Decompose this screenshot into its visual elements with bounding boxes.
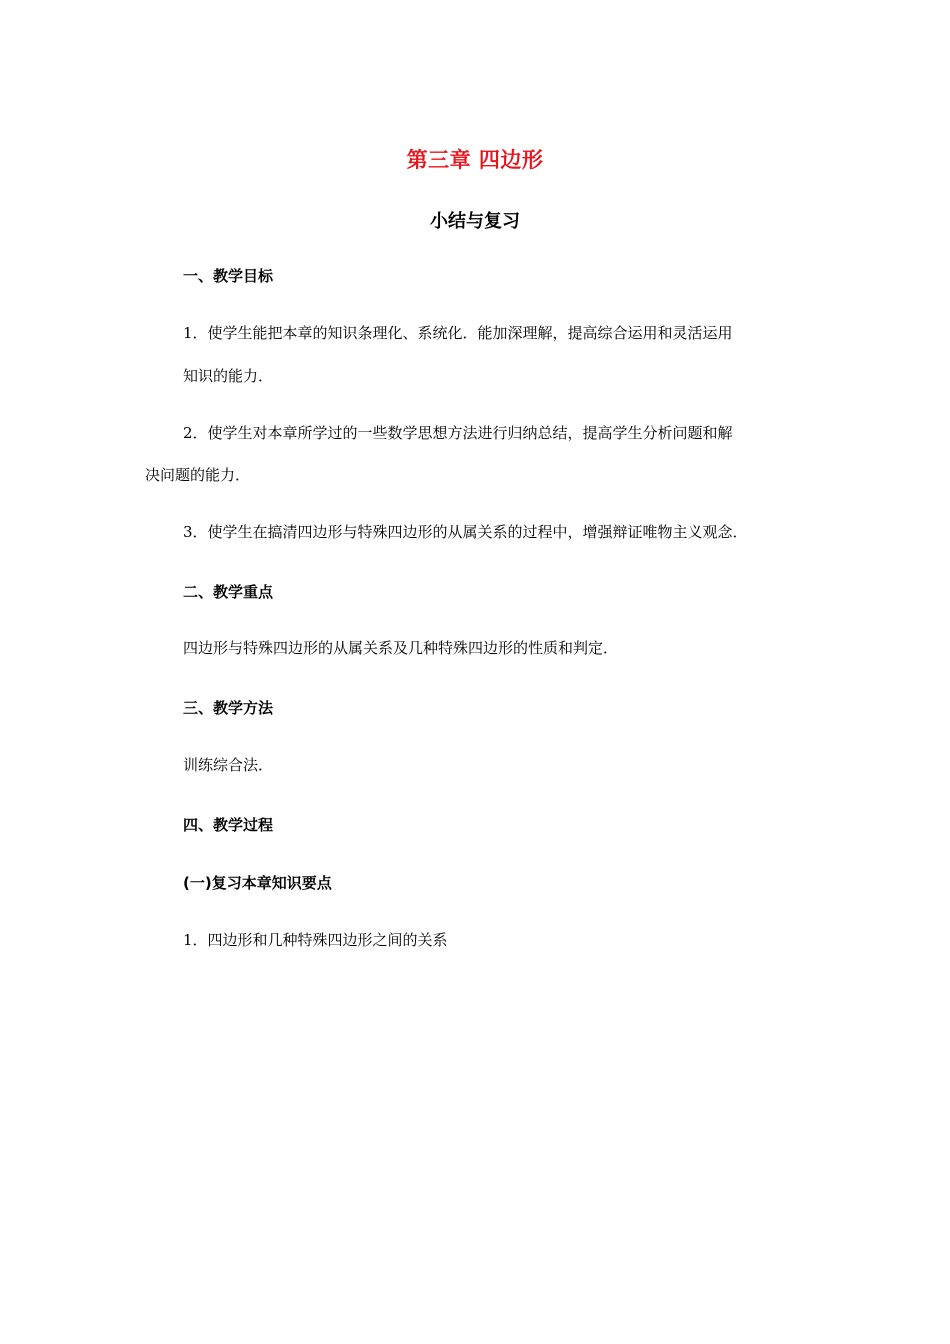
- goal-2-line-1: 2．使学生对本章所学过的一些数学思想方法进行归纳总结，提高学生分析问题和解: [183, 424, 733, 442]
- focus-heading: 二、教学重点: [183, 583, 274, 601]
- goal-1-line-2: 知识的能力．: [183, 367, 274, 385]
- process-heading: 四、教学过程: [183, 816, 274, 834]
- chapter-title: 第三章 四边形: [406, 148, 544, 172]
- goals-heading: 一、教学目标: [183, 267, 274, 285]
- goal-1-line-1: 1．使学生能把本章的知识条理化、系统化．能加深理解，提高综合运用和灵活运用: [183, 324, 733, 342]
- review-heading: (一)复习本章知识要点: [183, 874, 332, 892]
- focus-text: 四边形与特殊四边形的从属关系及几种特殊四边形的性质和判定．: [183, 639, 619, 657]
- goal-3: 3．使学生在搞清四边形与特殊四边形的从属关系的过程中，增强辩证唯物主义观念．: [183, 523, 748, 541]
- goal-2-line-2: 决问题的能力．: [145, 466, 251, 484]
- lesson-subtitle: 小结与复习: [430, 211, 520, 232]
- method-heading: 三、教学方法: [183, 699, 274, 717]
- method-text: 训练综合法．: [183, 756, 274, 774]
- review-item-1: 1．四边形和几种特殊四边形之间的关系: [183, 931, 448, 949]
